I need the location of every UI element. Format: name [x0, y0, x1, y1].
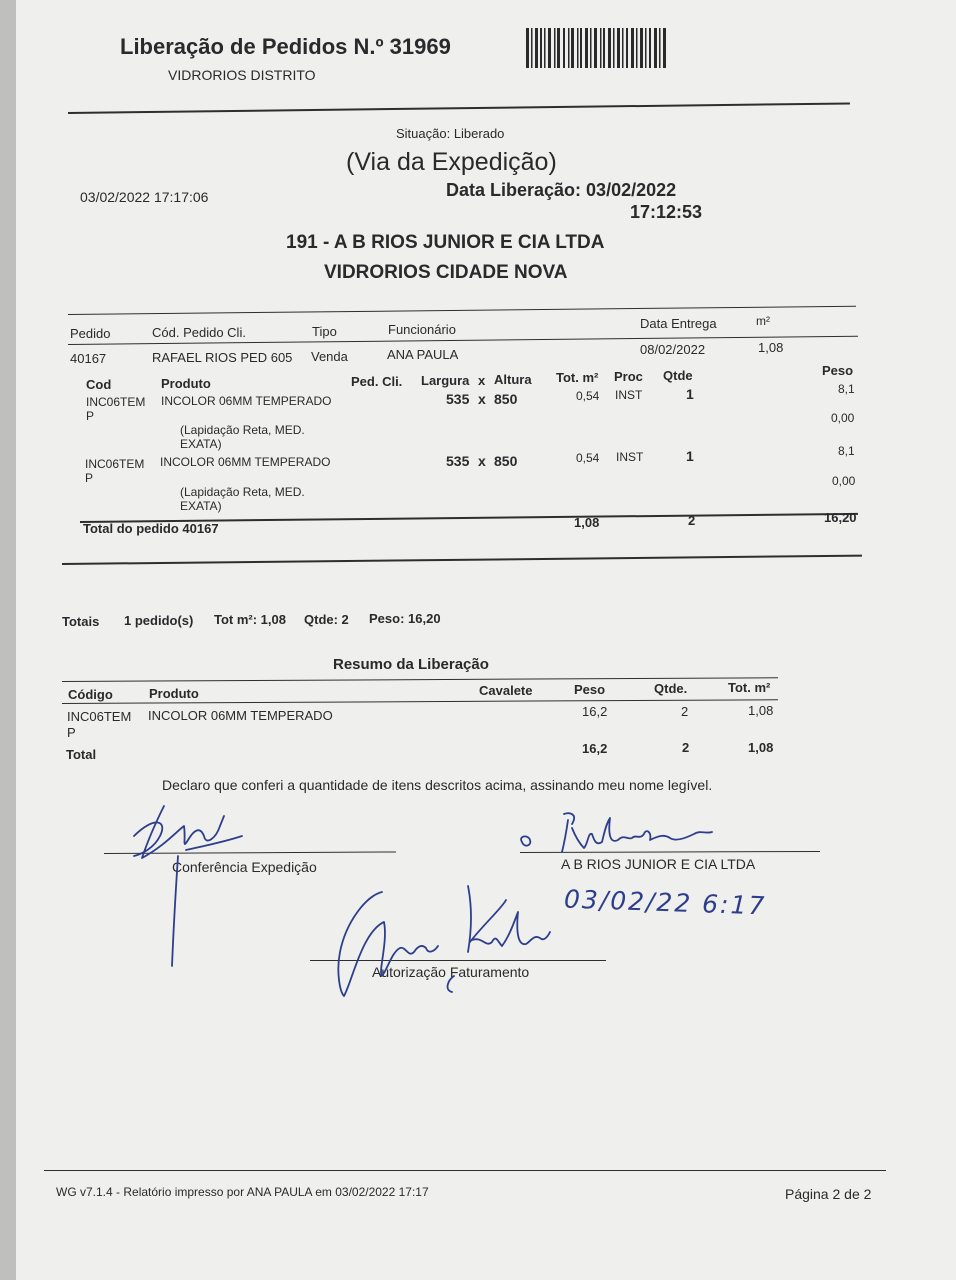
col-ped-cli: Ped. Cli.: [351, 374, 403, 389]
totals-label: Totais: [62, 614, 100, 629]
col-cod: Cod: [86, 377, 112, 392]
document-title: Liberação de Pedidos N.º 31969: [120, 34, 451, 59]
item-weight-extra: 0,00: [832, 474, 856, 488]
barcode: [526, 28, 668, 70]
table-top-divider: [68, 306, 856, 315]
item-x: x: [478, 391, 486, 407]
item-product: INCOLOR 06MM TEMPERADO: [160, 455, 331, 469]
col-tot-m2: Tot. m²: [556, 370, 599, 385]
signature-label-customer: A B RIOS JUNIOR E CIA LTDA: [561, 856, 756, 872]
customer-branch: VIDRORIOS CIDADE NOVA: [324, 262, 568, 283]
totals-weight: Peso: 16,20: [369, 611, 441, 626]
col-cod-pedido-cli: Cód. Pedido Cli.: [152, 325, 246, 340]
summary-col-codigo: Código: [68, 687, 113, 702]
header-divider: [68, 102, 850, 114]
customer-name: 191 - A B RIOS JUNIOR E CIA LTDA: [286, 232, 605, 253]
order-total-label: Total do pedido 40167: [83, 521, 219, 536]
handwritten-date: 03/02/22 6:17: [563, 884, 767, 921]
item-code: INC06TEM: [86, 395, 146, 409]
item-code-cont: P: [85, 471, 94, 485]
order-type: Venda: [311, 349, 348, 364]
section-divider: [62, 555, 862, 565]
status-text: Situação: Liberado: [396, 126, 505, 141]
item-code-cont: P: [86, 409, 95, 423]
order-total-qty: 2: [688, 513, 696, 528]
totals-qty: Qtde: 2: [304, 612, 349, 627]
summary-product: INCOLOR 06MM TEMPERADO: [148, 708, 333, 723]
footer-divider: [44, 1170, 886, 1171]
col-peso: Peso: [822, 363, 854, 378]
item-width: 535: [446, 391, 470, 407]
totals-m2: Tot m²: 1,08: [214, 612, 286, 627]
document-page: [16, 0, 956, 1280]
summary-total-qty: 2: [682, 740, 690, 755]
col-funcionario: Funcionário: [388, 322, 456, 337]
footer-print-info: WG v7.1.4 - Relatório impresso por ANA PAULA em 03/02/2022 17:17: [56, 1185, 429, 1199]
item-note: (Lapidação Reta, MED.: [180, 485, 305, 499]
signature-label-conference: Conferência Expedição: [172, 859, 317, 875]
item-height: 850: [494, 453, 518, 469]
order-total-m2: 1,08: [574, 515, 600, 530]
col-data-entrega: Data Entrega: [640, 316, 717, 331]
summary-m2: 1,08: [748, 703, 774, 718]
declaration-text: Declaro que conferi a quantidade de itens descritos acima, assinando meu nome legível.: [162, 777, 713, 793]
signature-conference: [124, 796, 254, 976]
summary-col-qtde: Qtde.: [654, 681, 688, 696]
col-qtde: Qtde: [663, 368, 693, 383]
item-tot-m2: 0,54: [576, 451, 600, 465]
col-proc: Proc: [614, 369, 643, 384]
order-number: 40167: [70, 351, 107, 366]
col-pedido: Pedido: [70, 326, 111, 341]
signature-billing: [322, 872, 552, 1004]
summary-total-label: Total: [66, 747, 97, 762]
col-largura: Largura: [421, 373, 470, 388]
item-qty: 1: [686, 448, 694, 464]
col-x: x: [478, 373, 486, 388]
order-total-weight: 16,20: [824, 510, 857, 525]
item-product: INCOLOR 06MM TEMPERADO: [161, 394, 332, 408]
item-note-cont: EXATA): [180, 499, 222, 513]
summary-code: INC06TEM: [67, 709, 132, 724]
summary-weight: 16,2: [582, 704, 608, 719]
summary-col-tot-m2: Tot. m²: [728, 680, 771, 695]
item-proc: INST: [616, 450, 644, 464]
item-height: 850: [494, 391, 518, 407]
summary-code-cont: P: [67, 725, 76, 740]
col-altura: Altura: [494, 372, 532, 387]
item-proc: INST: [615, 388, 643, 402]
item-note: (Lapidação Reta, MED.: [180, 423, 305, 437]
issuer-company: VIDRORIOS DISTRITO: [168, 67, 316, 83]
item-weight: 8,1: [838, 382, 855, 396]
totals-orders: 1 pedido(s): [124, 613, 194, 628]
item-code: INC06TEM: [85, 457, 145, 471]
summary-title: Resumo da Liberação: [333, 656, 489, 673]
item-x: x: [478, 453, 486, 469]
copy-label: (Via da Expedição): [346, 148, 557, 176]
col-m2: m²: [756, 314, 770, 328]
summary-total-m2: 1,08: [748, 740, 774, 755]
summary-qty: 2: [681, 704, 689, 719]
footer-page-number: Página 2 de 2: [785, 1186, 872, 1202]
col-tipo: Tipo: [312, 324, 337, 339]
printed-timestamp: 03/02/2022 17:17:06: [80, 189, 209, 205]
order-client-code: RAFAEL RIOS PED 605: [152, 350, 293, 365]
summary-col-peso: Peso: [574, 682, 606, 697]
item-weight: 8,1: [838, 444, 855, 458]
signature-label-billing: Autorização Faturamento: [372, 964, 530, 980]
summary-total-weight: 16,2: [582, 741, 608, 756]
release-date: Data Liberação: 03/02/2022: [446, 180, 677, 200]
col-produto: Produto: [161, 376, 211, 391]
item-note-cont: EXATA): [180, 437, 222, 451]
item-weight-extra: 0,00: [831, 411, 855, 425]
item-width: 535: [446, 453, 470, 469]
item-qty: 1: [686, 386, 694, 402]
summary-col-produto: Produto: [149, 686, 199, 701]
signature-customer: [516, 804, 716, 860]
item-tot-m2: 0,54: [576, 389, 600, 403]
summary-col-cavalete: Cavalete: [479, 683, 533, 698]
order-delivery-date: 08/02/2022: [640, 342, 706, 357]
order-m2: 1,08: [758, 340, 784, 355]
order-employee: ANA PAULA: [387, 347, 459, 362]
release-time: 17:12:53: [630, 202, 703, 222]
